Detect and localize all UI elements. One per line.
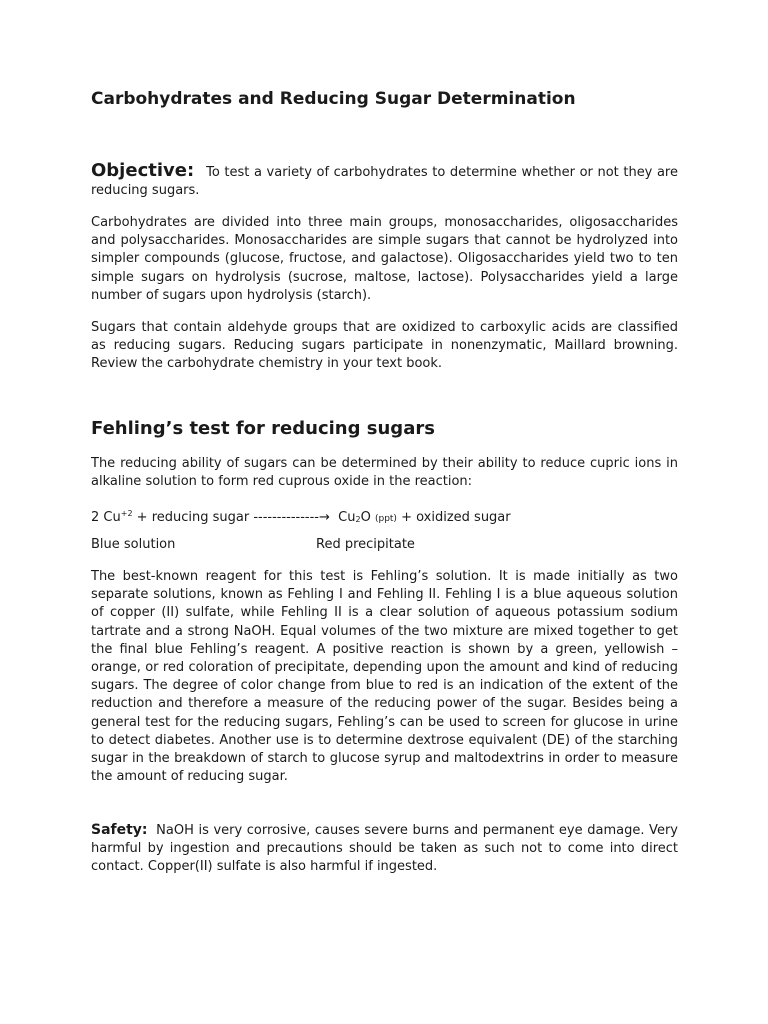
reaction-ppt-label: (ppt) [374,514,397,524]
reaction-product-suffix: O [360,510,371,525]
document-title: Carbohydrates and Reducing Sugar Determination [91,89,576,109]
safety-paragraph [91,821,678,877]
fehling-heading: Fehling’s test for reducing sugars [91,418,435,439]
fehling-body-paragraph: The best-known reagent for this test is Fehling’s solution. It is made initially as two separate solutions, known as Fehling I and Fehling II. Fehling I is a blue aqueous solution of copper (II) sulfate, while Fehling II is a clear solution of aqueous potassium sodium tartrate and a strong NaOH. Equal volumes of the two mixture are mixed together to get the final blue Fehling’s reagent. A positive reaction is shown by a green, yellowish – orange, or red coloration of precipitate, depending upon the amount and kind of reducing sugars. The degree of color change from blue to red is an indication of the extent of the reduction and therefore a measure of the reducing power of the sugar. Besides being a general test for the reducing sugars, Fehling’s can be used to screen for glucose in urine to detect diabetes. Another use is to determine dextrose equivalent (DE) of the starching sugar in the breakdown of starch to glucose syrup and maltodextrins in order to measure the amount of reducing sugar. [91,569,678,785]
reaction-reagent: + reducing sugar -------------- [132,510,319,525]
objective-paragraph [91,162,678,200]
reaction-reactant: 2 Cu [91,510,121,525]
red-precipitate-label-wrap [316,536,415,554]
fehling-intro-paragraph: The reducing ability of sugars can be determined by their ability to reduce cupric ions in alkaline solution to form red cuprous oxide in the reaction: [91,456,678,490]
reducing-sugars-paragraph: Sugars that contain aldehyde groups that are oxidized to carboxylic acids are classified as reducing sugars. Reducing sugars participate in nonenzymatic, Maillard browning. Review the carbohydrate chemistry in your text book. [91,320,678,372]
objective-text: To test a variety of carbohydrates to determine whether or not they are reducing sugars. [91,165,678,199]
blue-solution-label: Blue solution [91,537,176,552]
reaction-product: Cu [338,510,356,525]
reaction-color-labels [91,536,175,554]
red-precipitate-label: Red precipitate [316,537,415,552]
reaction-arrow-icon: → [319,510,330,525]
reaction-equation [91,505,511,529]
carbohydrate-groups-paragraph: Carbohydrates are divided into three main groups, monosaccharides, oligosaccharides and polysaccharides. Monosaccharides are simple sugars that cannot be hydrolyzed into simpler compounds (glucose, fructose, and galactose). Oligosaccharides yield two to ten simple sugars on hydrolysis (sucrose, maltose, lactose). Polysaccharides yield a large number of sugars upon hydrolysis (starch). [91,215,678,303]
reaction-byproduct: + oxidized sugar [401,510,511,525]
objective-label: Objective: [91,160,195,181]
safety-label: Safety: [91,822,148,838]
reaction-charge: +2 [120,509,133,518]
reaction-product-subscript: 2 [355,515,361,524]
safety-text: NaOH is very corrosive, causes severe burns and permanent eye damage. Very harmful by ingestion and precautions should be taken as such not to come into direct contact. Copper(II) sulfate is also harmful if ingested. [91,823,678,875]
